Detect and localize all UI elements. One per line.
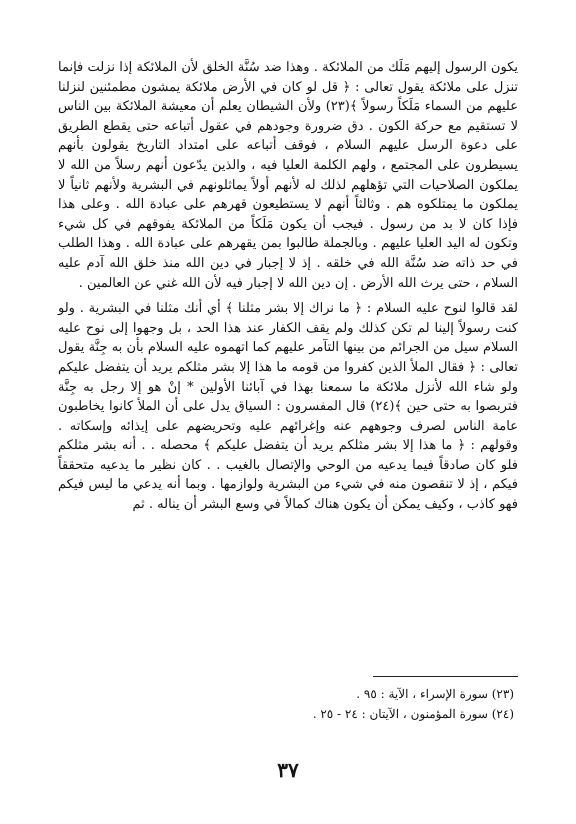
paragraph-2: لقد قالوا لنوح عليه السلام : ﴿ ما نراك إلا بشر مثلنا ﴾ أي أنك مثلنا في البشرية . ولو كنت رسولاً إلينا لم تكن كذلك ولم يقف الكفار عند هذا الحد ، بل وجهوا إلى نوح عليه السلام سيل من الجرائم من بينها التآمر عليهم كما اتهموه عليه السلام بأن به جِنَّة يقول تعالى : ﴿ فقال الملأ الذين كفروا من قومه ما هذا إلا بشر مثلكم يريد أن يتفضل عليكم ولو شاء الله لأنزل ملائكة ما سمعنا بهذا في آبائنا الأولين * إنْ هو إلا رجل به جِنَّة فتربصوا به حتى حين ﴾(٢٤) قال المفسرون : السياق يدل على أن الملأ كانوا يخاطبون عامة الناس لصرف وجوههم عنه وإغرائهم عليه وتحريضهم على إيذائه وإسكاته . وقولهم : ﴿ ما هذا إلا بشر مثلكم يريد أن يتفضل عليكم ﴾ محصله . . أنه بشر مثلكم فلو كان صادقاً فيما يدعيه من الوحي والإتصال بالغيب . . كان نظير ما يدعيه متحققاً فيكم ، إذ لا تنقصون منه في شيء من البشرية ولوازمها . وبما أنه يدعي ما ليس فيكم فهو كاذب ، وكيف يمكن أن يكون هناك كمالاً في وسع البشر أن يناله . ثم <box>58 301 518 513</box>
paragraph-1: يكون الرسول إليهم مَلَك من الملائكة . وهذا ضد سُنَّة الخلق لأن الملائكة إذا نزلت فإنما تنزل على ملائكة يقول تعالى : ﴿ قل لو كان في الأرض ملائكة يمشون مطمئنين لنزلنا عليهم من السماء مَلَكاً رسولاً ﴾(٢٣) ولأن الشيطان يعلم أن معيشة الملائكة بين الناس لا تستقيم مع حركة الكون . دق ضرورة وجودهم في عقول أتباعه حتى يقطع الطريق على دعوة الرسل عليهم السلام ، فوقف أتباعه على امتداد التاريخ يقولون بأنهم يسيطرون على المجتمع ، ولهم الكلمة العليا فيه ، والذين يدّعون أنهم رسلاً من الله لا يملكون الصلاحيات التي تؤهلهم لذلك له لأنهم أولاً يماثلونهم في البشرية ولأنهم ثانياً لا يملكون ما يمتلكوه هم . وثالثاً أنهم لا يستطيعون قهرهم على عبادة الله . وعلى هذا فإذا كان لا بد من رسول . فيجب أن يكون مَلَكاً من الملائكة يفوقهم في كل شيء وتكون له اليد العليا عليهم . وبالجملة طالبوا بمن يقهرهم على عبادة الله . وهذا الطلب في حد ذاته ضد سُنَّة الله في خلقه . إذ لا إجبار في دين الله منذ خلق الله آدم عليه السلام ، حتى يرث الله الأرض . إن دين الله لا إجبار فيه لأن الله غني عن العالمين . <box>58 60 518 291</box>
footnote-23: (٢٣) سورة الإسراء ، الآية : ٩٥ . <box>356 687 514 701</box>
footnote-24: (٢٤) سورة المؤمنون ، الآيتان : ٢٤ - ٢٥ . <box>312 707 514 721</box>
main-text <box>58 58 518 515</box>
page-number: ٣٧ <box>277 758 299 782</box>
footnote-divider <box>373 676 518 677</box>
footnotes <box>74 684 514 724</box>
